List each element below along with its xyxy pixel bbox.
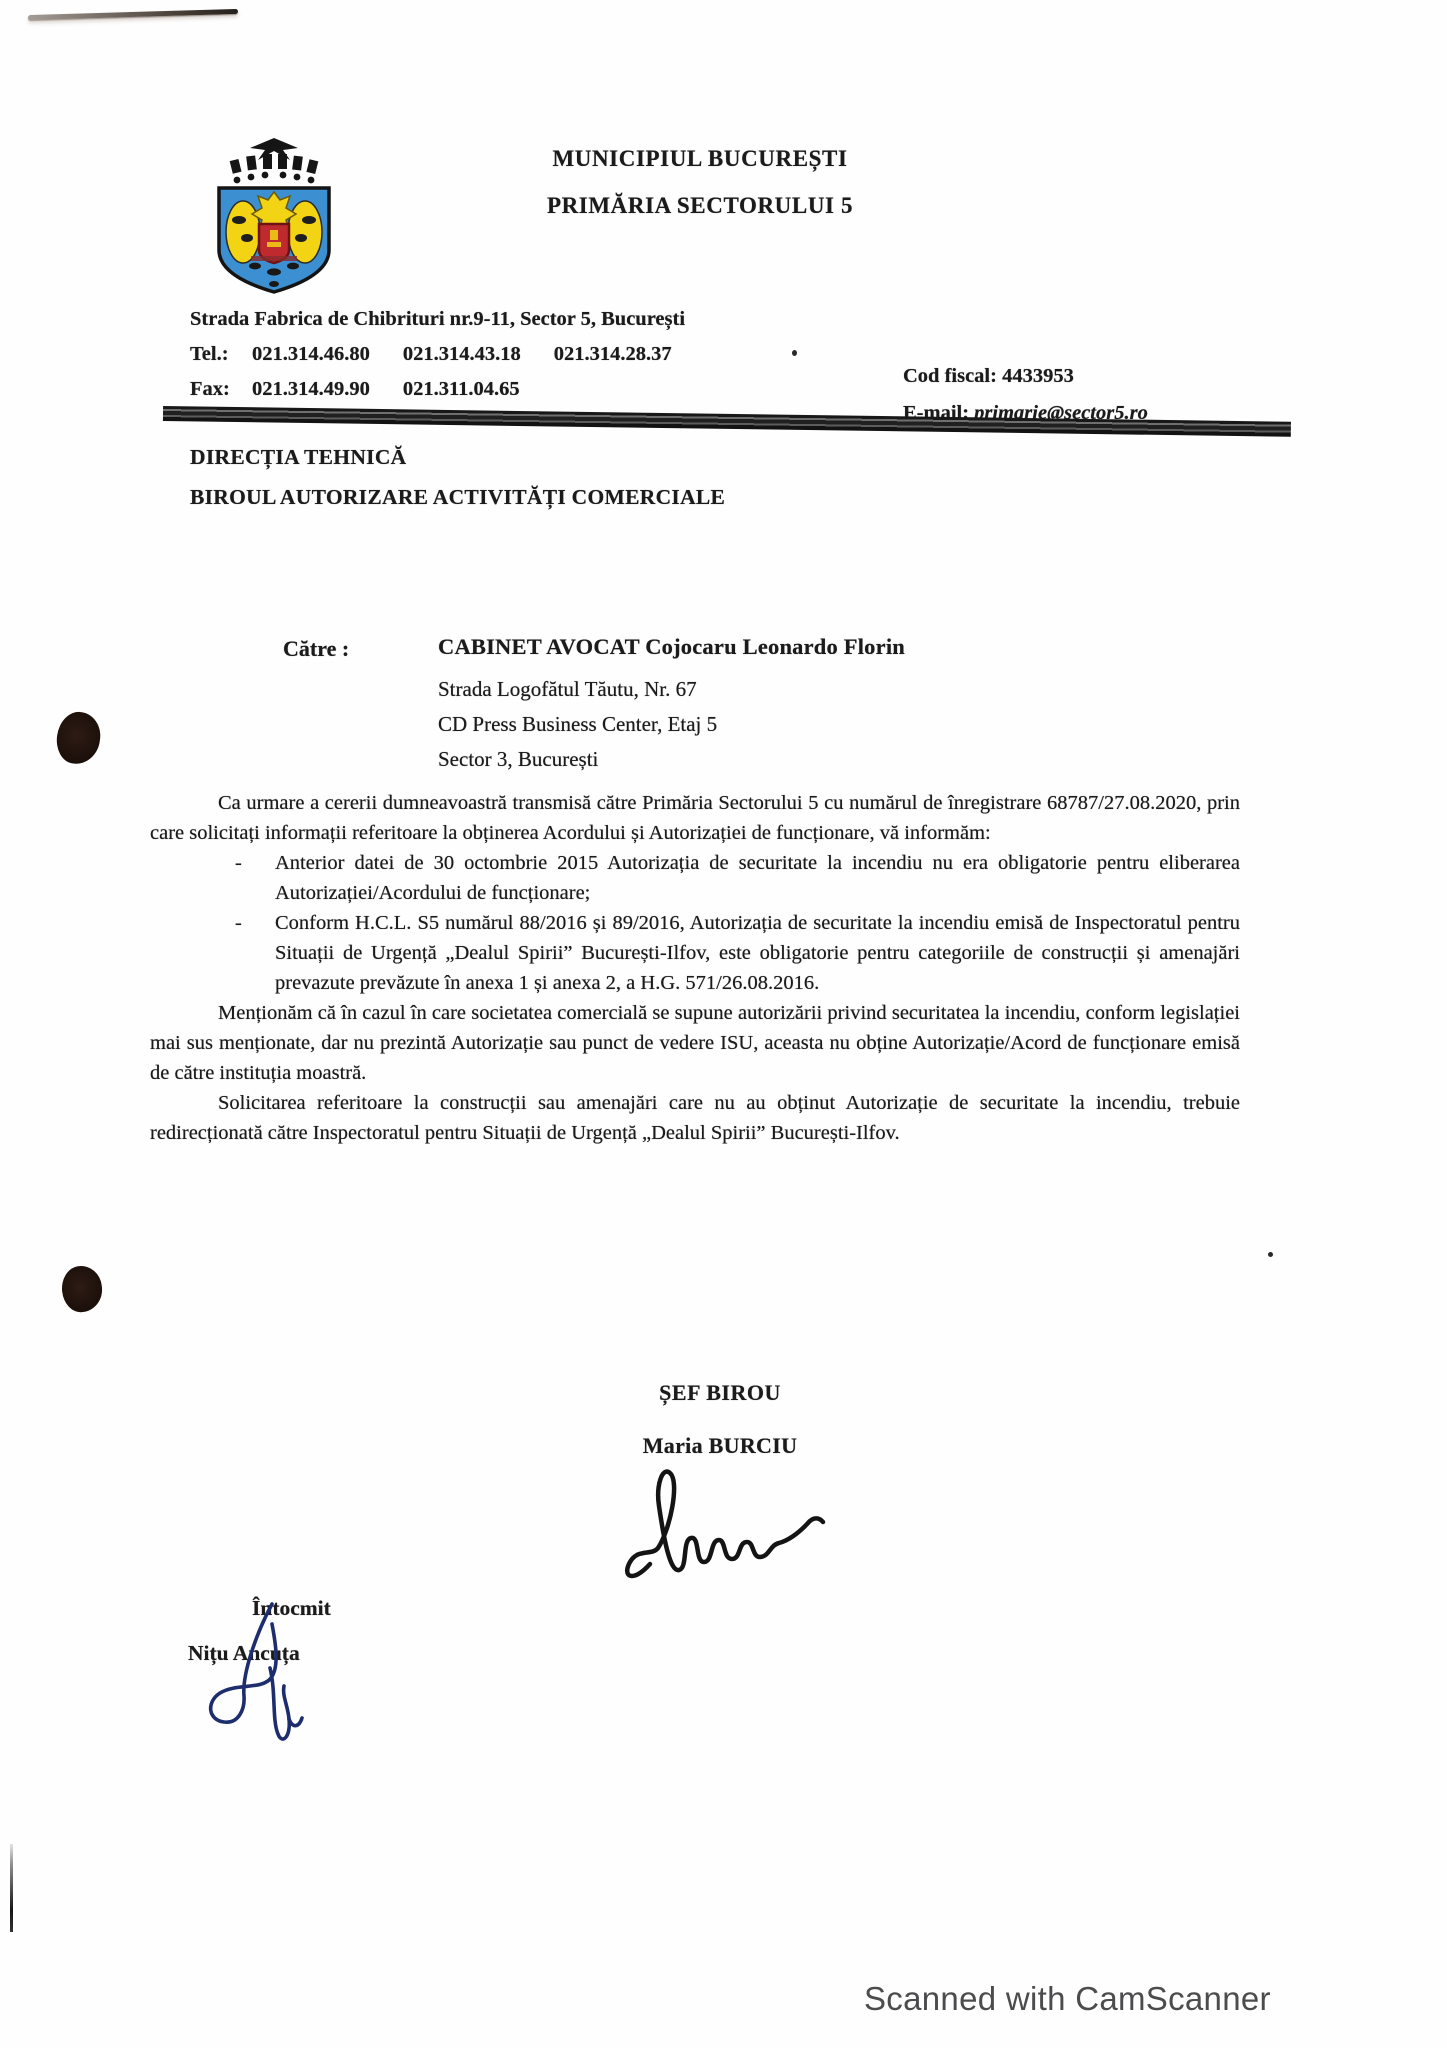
fiscal-code-value: 4433953 xyxy=(1002,365,1074,387)
body-paragraph-1: Ca urmare a cererii dumneavoastră transmisă către Primăria Sectorului 5 cu numărul de înregistrare 68787/27.08.2020, prin care solicitați informații referitoare la obținerea Acordului și Autorizației de funcționare, vă informăm: xyxy=(150,792,1240,844)
fax-label: Fax: xyxy=(190,378,230,400)
bullet-item-2 xyxy=(150,908,1240,998)
letter-body xyxy=(150,788,1240,1148)
street-address-line xyxy=(190,308,705,331)
tel-number: 021.314.28.37 xyxy=(553,343,672,365)
body-paragraph-3: Solicitarea referitoare la construcții sau amenajări care nu au obținut Autorizație de securitate la incendiu, trebuie redirecționată către Inspectoratul pentru Situații de Urgență „Dealul Spirii” București-Ilfov. xyxy=(150,1092,1240,1144)
department-block xyxy=(190,437,725,517)
coat-of-arms-logo xyxy=(203,134,345,301)
department-line1: DIRECȚIA TEHNICĂ xyxy=(190,445,407,469)
fax-line xyxy=(190,378,705,401)
chief-name: Maria BURCIU xyxy=(642,1433,798,1458)
scan-artifact-vertical-line xyxy=(10,1844,13,1932)
ink-blob-artifact xyxy=(54,709,104,766)
recipient-address-block xyxy=(438,672,717,777)
street-address: Strada Fabrica de Chibrituri nr.9-11, Sector 5, București xyxy=(190,308,686,330)
chief-signature-block xyxy=(560,1380,880,1459)
org-name-line1: MUNICIPIUL BUCUREȘTI xyxy=(552,146,848,171)
recipient-address-line: CD Press Business Center, Etaj 5 xyxy=(438,712,718,736)
recipient-address-line: Sector 3, București xyxy=(438,747,599,771)
to-label: Către : xyxy=(283,636,350,661)
contact-block-left xyxy=(190,308,705,413)
scan-artifact-top-smudge xyxy=(28,9,238,20)
email-label: E-mail: xyxy=(903,402,970,424)
bullet-item-1 xyxy=(150,848,1240,908)
prepared-by-name: Nițu Ancuța xyxy=(188,1641,300,1665)
bullet-dash: - xyxy=(235,852,242,874)
chief-title: ȘEF BIROU xyxy=(659,1380,781,1405)
department-line2: BIROUL AUTORIZARE ACTIVITĂȚI COMERCIALE xyxy=(190,485,726,509)
stray-mark-artifact xyxy=(1268,1252,1273,1257)
camscanner-watermark: Scanned with CamScanner xyxy=(864,1980,1271,2017)
stray-mark-artifact xyxy=(792,350,797,356)
fax-number: 021.311.04.65 xyxy=(402,378,520,400)
recipient-name: CABINET AVOCAT Cojocaru Leonardo Florin xyxy=(438,634,905,659)
chief-handwritten-signature xyxy=(618,1460,918,1605)
email-value: primarie@sector5.ro xyxy=(974,402,1148,424)
recipient-address-line: Strada Logofătul Tăutu, Nr. 67 xyxy=(438,677,697,701)
bullet-text: Anterior datei de 30 octombrie 2015 Autorizația de securitate la incendiu nu era obligatorie pentru eliberarea Autorizației/Acordului de funcționare; xyxy=(275,852,1240,904)
fiscal-code-line xyxy=(903,358,1148,395)
tel-label: Tel.: xyxy=(190,343,229,365)
org-name-line2: PRIMĂRIA SECTORULUI 5 xyxy=(546,193,854,218)
tel-number: 021.314.46.80 xyxy=(252,343,370,365)
prepared-by-label: Întocmit xyxy=(252,1596,331,1620)
ink-blob-artifact xyxy=(60,1264,105,1314)
prepared-by-handwritten-signature xyxy=(196,1596,346,1776)
telephone-line xyxy=(190,343,705,366)
tel-number: 021.314.43.18 xyxy=(402,343,521,365)
body-paragraph-2: Menționăm că în cazul în care societatea comercială se supune autorizării privind securitatea la incendiu, conform legislației mai sus menționate, dar nu prezintă Autorizație sau punct de vedere ISU, aceasta nu obține Autorizație/Acord de funcționare emisă de către instituția moastră. xyxy=(150,1002,1240,1084)
bullet-text: Conform H.C.L. S5 numărul 88/2016 și 89/2016, Autorizația de securitate la incendiu emisă de Inspectoratul pentru Situații de Urgență „Dealul Spirii” București-Ilfov, este obligatorie pentru categoriile de construcții și amenajări prevazute prevăzute în anexa 1 și anexa 2, a H.G. 571/26.08.2016. xyxy=(275,912,1240,994)
fiscal-code-label: Cod fiscal: xyxy=(903,365,997,387)
letterhead-title-block xyxy=(430,146,970,219)
sector5-crest-icon xyxy=(203,134,345,296)
fax-number: 021.314.49.90 xyxy=(252,378,370,400)
bullet-dash: - xyxy=(235,912,242,934)
